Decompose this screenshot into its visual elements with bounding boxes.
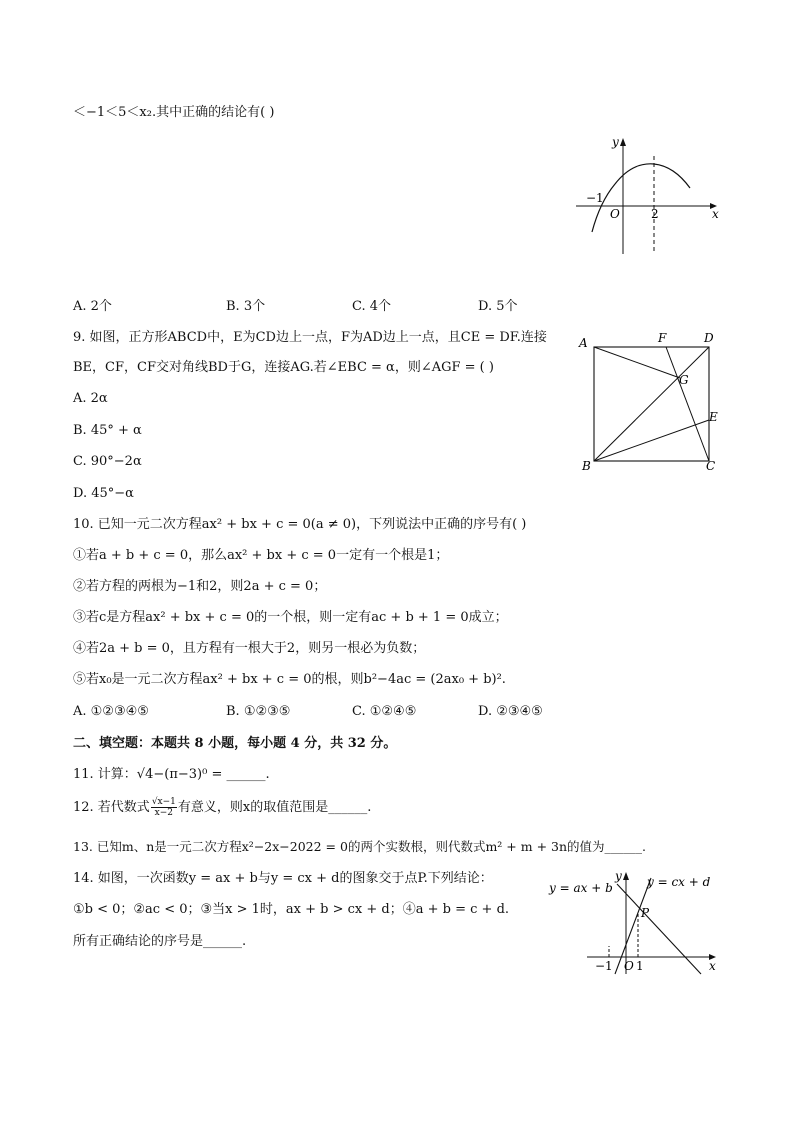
q14-line-1: 14. 如图，一次函数y = ax + b与y = cx + d的图象交于点P.下列结论：: [73, 871, 493, 886]
q9-option-c: C. 90°−2α: [73, 454, 142, 469]
q12-line: [73, 797, 371, 818]
q9-option-a: A. 2α: [73, 391, 108, 406]
q9-fig-label-a: A: [579, 336, 588, 350]
q9-fig-label-d: D: [704, 331, 714, 345]
q14-fig-x-label: x: [709, 959, 716, 973]
q8-fig-x-label: x: [712, 207, 719, 221]
q9-option-b: B. 45° + α: [73, 423, 142, 438]
q8-fig-minus-one: −1: [586, 191, 604, 205]
q8-option-a: A. 2个: [73, 299, 112, 314]
q8-parabola-figure: [570, 132, 730, 262]
q10-option-c: C. ①②④⑤: [352, 704, 417, 719]
q13-text: 13. 已知m、n是一元二次方程x²−2x−2022 = 0的两个实数根，则代数式m² + m + 3n的值为______.: [73, 839, 646, 854]
q14-fig-line1-label: y = ax + b: [549, 881, 613, 895]
q12-denominator: x−2: [154, 808, 174, 818]
q8-fig-two: 2: [651, 207, 659, 221]
q9-square-figure: [576, 330, 726, 475]
q9-fig-label-c: C: [706, 459, 716, 473]
q10-item-1: ①若a + b + c = 0，那么ax² + bx + c = 0一定有一个根是1；: [73, 548, 449, 563]
q14-fig-minus-one: −1: [595, 959, 613, 973]
q14-linear-functions-figure: [545, 866, 725, 976]
q14-fig-one: 1: [636, 959, 644, 973]
q10-item-5: ⑤若x₀是一元二次方程ax² + bx + c = 0的根，则b²−4ac = (2ax₀ + b)².: [73, 672, 506, 687]
q8-fig-origin: O: [610, 207, 620, 221]
q9-line-1: 9. 如图，正方形ABCD中，E为CD边上一点，F为AD边上一点，且CE = DF.连接: [73, 330, 547, 345]
q10-option-a: A. ①②③④⑤: [73, 704, 149, 719]
q14-line-3: 所有正确结论的序号是______.: [73, 934, 247, 949]
q10-item-2: ②若方程的两根为−1和2，则2a + c = 0；: [73, 579, 327, 594]
q14-fig-p-label: P: [641, 906, 650, 920]
q12-suffix: 有意义，则x的取值范围是______.: [177, 799, 372, 815]
q9-fig-label-e: E: [709, 410, 718, 424]
q9-fig-label-b: B: [582, 459, 591, 473]
q9-option-d: D. 45°−α: [73, 486, 134, 501]
q12-fraction: [151, 797, 177, 818]
q9-fig-label-f: F: [658, 331, 667, 345]
section-2-title: 二、填空题：本题共 8 小题，每小题 4 分，共 32 分。: [73, 736, 397, 751]
q8-option-d: D. 5个: [478, 299, 518, 314]
q9-fig-label-g: G: [679, 373, 689, 387]
q8-option-c: C. 4个: [352, 299, 392, 314]
q12-prefix: 12. 若代数式: [73, 799, 150, 815]
q14-fig-line2-label: y = cx + d: [647, 875, 711, 889]
q10-item-3: ③若c是方程ax² + bx + c = 0的一个根，则一定有ac + b + 1 = 0成立；: [73, 610, 508, 625]
q10-option-d: D. ②③④⑤: [478, 704, 543, 719]
q14-fig-origin: O: [624, 959, 634, 973]
q10-item-4: ④若2a + b = 0，且方程有一根大于2，则另一根必为负数；: [73, 641, 426, 656]
q11-text: 11. 计算：√4−(π−3)⁰ = ______.: [73, 767, 270, 782]
q8-tail: ＜−1＜5＜x₂.其中正确的结论有( ): [73, 105, 275, 120]
q14-line-2: ①b < 0；②ac < 0；③当x > 1时，ax + b > cx + d；④a + b = c + d.: [73, 902, 510, 917]
q10-option-b: B. ①②③⑤: [226, 704, 291, 719]
q8-fig-y-label: y: [612, 135, 619, 149]
q14-fig-y-label: y: [615, 869, 622, 883]
q9-line-2: BE，CF，CF交对角线BD于G，连接AG.若∠EBC = α，则∠AGF = ( ): [73, 360, 494, 375]
q12-numerator: √x−1: [151, 797, 176, 807]
q8-option-b: B. 3个: [226, 299, 266, 314]
q10-stem: 10. 已知一元二次方程ax² + bx + c = 0(a ≠ 0)，下列说法中正确的序号有( ): [73, 517, 527, 532]
